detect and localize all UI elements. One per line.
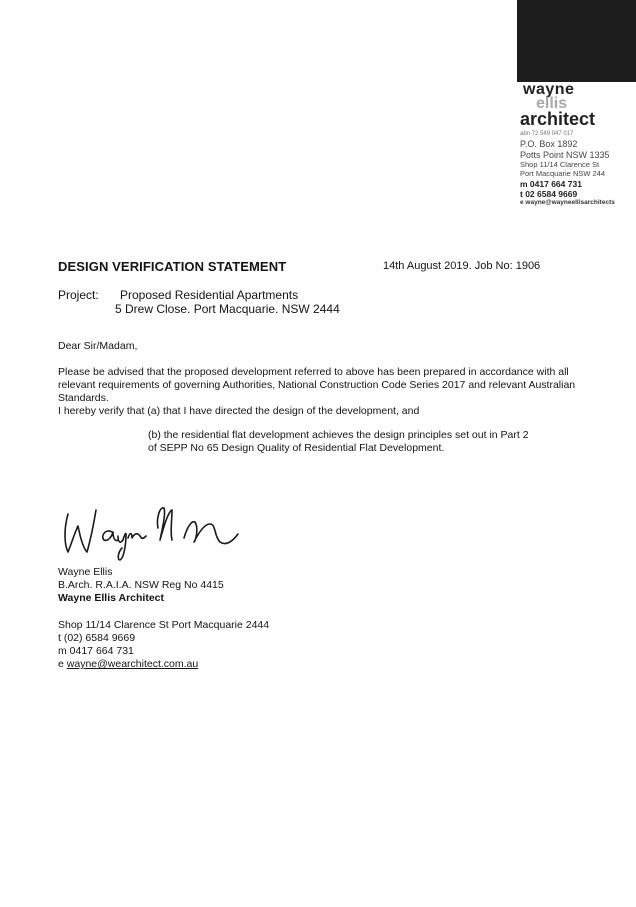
footer-email-link[interactable]: wayne@wearchitect.com.au [66, 658, 199, 670]
date-and-job-number: 14th August 2019. Job No: 1906 [383, 260, 541, 272]
project-address: 5 Drew Close. Port Macquarie. NSW 2444 [115, 302, 340, 316]
project-name: Proposed Residential Apartments [120, 288, 299, 302]
logo-architect: architect [520, 109, 596, 129]
letterhead-email: e wayne@wayneellisarchitects [520, 199, 615, 206]
handwritten-signature [60, 502, 250, 562]
item-b-line-1: (b) the residential flat development achieves the design principles set out in Part 2 [148, 429, 529, 441]
letterhead-po-box: P.O. Box 1892 [520, 139, 578, 149]
project-label: Project: [58, 288, 99, 302]
logo-wayne-text: wayne [523, 81, 575, 98]
footer-phone: t (02) 6584 9669 [58, 632, 136, 644]
footer-email-prefix: e [58, 658, 67, 670]
document-title: DESIGN VERIFICATION STATEMENT [58, 259, 287, 274]
footer-mobile: m 0417 664 731 [58, 645, 134, 657]
signatory-qualifications: B.Arch. R.A.I.A. NSW Reg No 4415 [58, 579, 224, 591]
letterhead-phone: t 02 6584 9669 [520, 189, 578, 199]
body-line-1: Please be advised that the proposed development referred to above has been prepared in accordance with all [58, 366, 569, 378]
body-line-4: I hereby verify that (a) that I have directed the design of the development, and [58, 405, 420, 417]
letterhead-logo-block [517, 0, 636, 82]
letterhead-shop: Shop 11/14 Clarence St [520, 160, 600, 169]
logo-ellis-text: ellis [536, 95, 568, 112]
footer-address: Shop 11/14 Clarence St Port Macquarie 2444 [58, 619, 270, 631]
body-line-2: relevant requirements of governing Authorities, National Construction Code Series 2017 and relevant Australian [58, 379, 576, 391]
letterhead-shop-town: Port Macquarie NSW 244 [520, 169, 606, 178]
signatory-name: Wayne Ellis [58, 566, 113, 578]
body-line-3: Standards. [58, 392, 109, 404]
firm-name: Wayne Ellis Architect [58, 592, 165, 604]
letterhead-po-town: Potts Point NSW 1335 [520, 150, 610, 160]
salutation: Dear Sir/Madam, [58, 340, 138, 352]
footer-email-line [58, 659, 198, 670]
item-b-line-2: of SEPP No 65 Design Quality of Residential Flat Development. [148, 442, 445, 454]
letterhead-mobile: m 0417 664 731 [520, 179, 582, 189]
letterhead-abn: abn 72 549 047 017 [520, 131, 574, 137]
